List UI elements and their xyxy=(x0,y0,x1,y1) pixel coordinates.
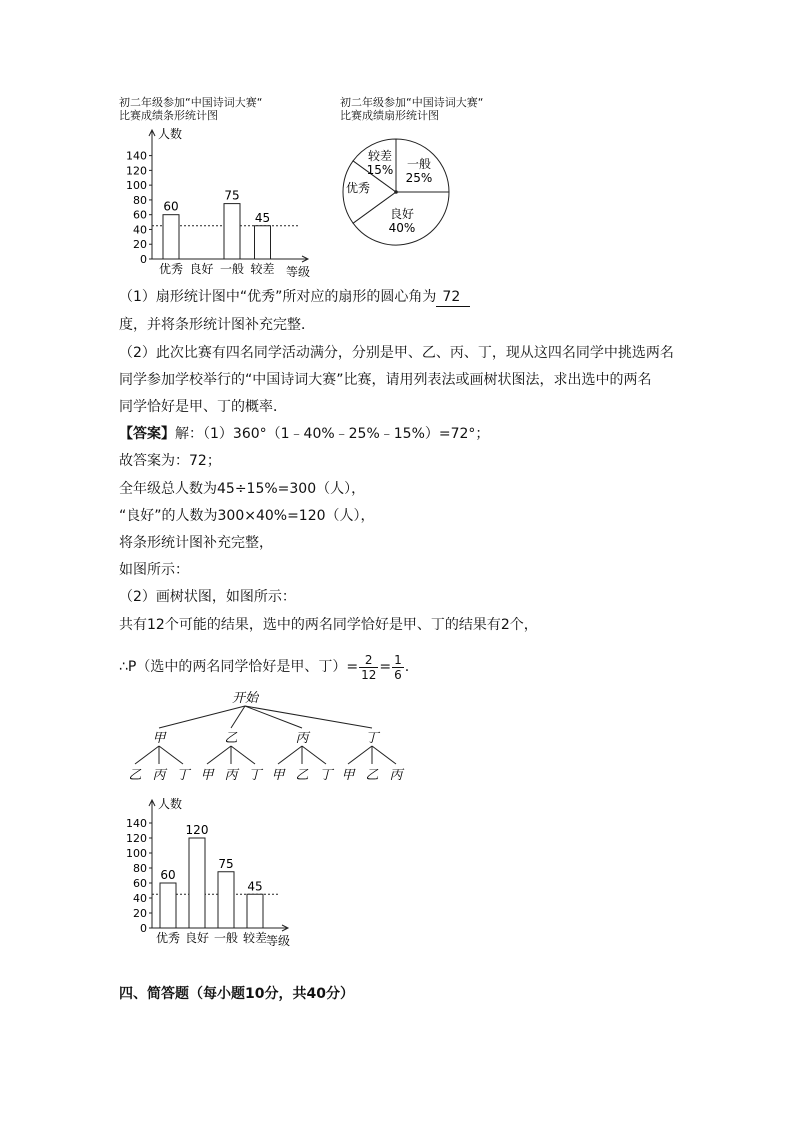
tree-node-level2: 甲 xyxy=(200,768,214,783)
pie-percent-label: 15% xyxy=(366,163,394,177)
pie-center-dot xyxy=(394,190,398,194)
question-2-line3: 同学恰好是甲、丁的概率． xyxy=(119,399,287,415)
y-tick-label: 140 xyxy=(126,149,147,163)
question-1-cont: 度，并将条形统计图补充完整． xyxy=(119,317,315,333)
y-axis-label: 人数 xyxy=(158,127,183,141)
answer-line-7: （2）画树状图，如图所示： xyxy=(119,589,296,605)
y-tick-label: 100 xyxy=(126,847,147,860)
bar-value-label: 60 xyxy=(163,199,179,214)
answer-line-5: 将条形统计图补充完整， xyxy=(119,535,273,551)
question-1: （1）扇形统计图中“优秀”所对应的扇形的圆心角为 72 xyxy=(119,288,470,307)
y-tick-label: 60 xyxy=(133,208,147,222)
y-tick-label: 20 xyxy=(133,238,147,252)
x-tick-label: 较差 xyxy=(242,931,268,945)
tree-node-level2: 丁 xyxy=(319,768,333,783)
y-tick-label: 60 xyxy=(133,877,147,890)
answer-line-3: 全年级总人数为45÷15%=300（人）， xyxy=(119,481,366,497)
y-tick-label: 80 xyxy=(133,193,147,207)
fraction-2-12: $\frac{2}{12}$ xyxy=(361,652,377,682)
tree-node-level2: 丙 xyxy=(389,768,403,783)
y-tick-label: 80 xyxy=(133,862,147,875)
x-axis-label: 等级 xyxy=(266,934,291,948)
bar-chart-title: 初二年级参加“中国诗词大赛“ 比赛成绩条形统计图 xyxy=(119,96,263,122)
answer-line-6: 如图所示： xyxy=(119,562,189,578)
x-axis-label: 等级 xyxy=(286,265,311,278)
section-heading: 四、简答题（每小题10分，共40分） xyxy=(119,986,354,1002)
tree-diagram xyxy=(119,688,409,788)
tree-root: 开始 xyxy=(231,691,259,706)
bar-value-label: 60 xyxy=(160,868,176,882)
x-tick-label: 一般 xyxy=(213,931,239,945)
x-tick-label: 较差 xyxy=(250,262,275,276)
bar xyxy=(189,838,205,928)
bar xyxy=(224,204,240,259)
y-tick-label: 20 xyxy=(133,907,147,920)
x-tick-label: 良好 xyxy=(189,262,214,276)
y-tick-label: 40 xyxy=(133,892,147,905)
tree-node-level2: 丁 xyxy=(248,768,262,783)
fraction-1-6: $\frac{1}{6}$ xyxy=(394,652,402,682)
answer-line-4: “良好”的人数为300×40%=120（人）， xyxy=(119,508,375,524)
bar-chart-original xyxy=(118,126,328,278)
tree-node-level2: 甲 xyxy=(271,768,285,783)
pie-label: 良好 xyxy=(389,207,415,221)
y-tick-label: 40 xyxy=(133,223,147,237)
tree-node-level2: 乙 xyxy=(365,768,379,783)
bar xyxy=(163,215,179,259)
x-tick-label: 良好 xyxy=(184,931,210,945)
bar-value-label: 75 xyxy=(218,856,234,871)
bar-value-label: 120 xyxy=(185,823,209,837)
pie-label: 一般 xyxy=(406,157,432,171)
y-tick-label: 140 xyxy=(126,817,147,830)
tree-node-level1: 甲 xyxy=(152,731,166,746)
pie-chart xyxy=(336,138,460,248)
y-tick-label: 120 xyxy=(126,832,147,845)
tree-node-level2: 甲 xyxy=(341,768,355,783)
pie-label: 较差 xyxy=(367,149,393,163)
tree-node-level2: 丙 xyxy=(152,768,166,783)
y-tick-label: 0 xyxy=(140,922,147,935)
bar-value-label: 75 xyxy=(224,188,240,203)
question-2-line1: （2）此次比赛有四名同学活动满分，分别是甲、乙、丙、丁，现从这四名同学中挑选两名 xyxy=(119,345,674,361)
tree-node-level2: 丁 xyxy=(176,768,190,783)
probability-line: ∴P（选中的两名同学恰好是甲、丁）= $\frac{2}{12}$ = $\frac{1}{6}$ . xyxy=(119,652,410,682)
tree-node-level1: 丁 xyxy=(365,731,379,746)
bar-value-label: 45 xyxy=(247,879,263,894)
y-tick-label: 120 xyxy=(126,164,147,178)
answer-blank: 72 xyxy=(436,288,470,307)
bar xyxy=(160,883,176,928)
bar xyxy=(218,872,234,928)
x-tick-label: 优秀 xyxy=(155,931,181,945)
bar-chart-completed xyxy=(118,796,308,948)
tree-node-level2: 乙 xyxy=(128,768,142,783)
tree-node-level1: 乙 xyxy=(224,731,238,746)
pie-percent-label: 25% xyxy=(405,171,433,185)
y-tick-label: 100 xyxy=(126,179,147,193)
pie-label: 优秀 xyxy=(345,181,371,195)
answer-line-1: 【答案】解：（1）360°（1﹣40%﹣25%﹣15%）=72°； xyxy=(119,426,490,442)
answer-line-2: 故答案为：72； xyxy=(119,453,221,469)
x-tick-label: 优秀 xyxy=(158,262,184,276)
pie-percent-label: 40% xyxy=(388,221,416,235)
x-tick-label: 一般 xyxy=(219,262,245,276)
pie-chart-title: 初二年级参加“中国诗词大赛“ 比赛成绩扇形统计图 xyxy=(340,96,484,122)
answer-line-8: 共有12个可能的结果，选中的两名同学恰好是甲、丁的结果有2个， xyxy=(119,617,538,633)
question-2-line2: 同学参加学校举行的“中国诗词大赛”比赛，请用列表法或画树状图法，求出选中的两名 xyxy=(119,372,652,388)
tree-node-level2: 乙 xyxy=(295,768,309,783)
bar xyxy=(255,226,271,259)
bar-value-label: 45 xyxy=(254,210,271,225)
tree-node-level2: 丙 xyxy=(224,768,238,783)
tree-node-level1: 丙 xyxy=(295,731,309,746)
bar xyxy=(247,894,263,928)
y-axis-label: 人数 xyxy=(158,797,183,811)
y-tick-label: 0 xyxy=(140,253,147,266)
